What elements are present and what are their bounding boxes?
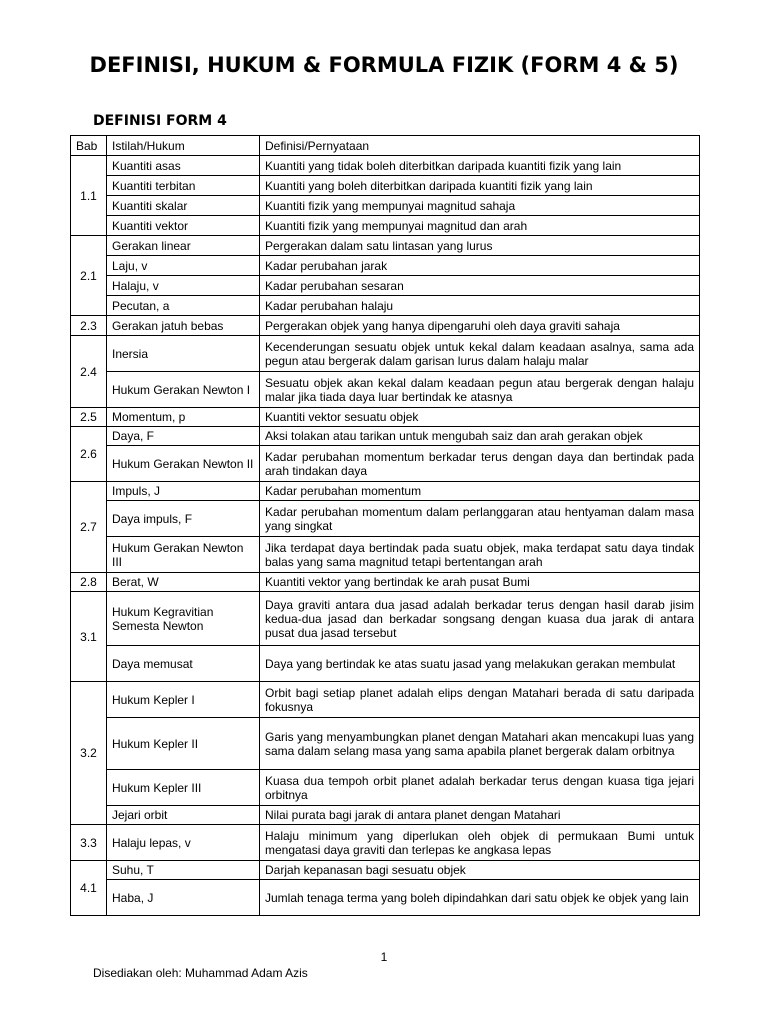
- table-row: [71, 770, 700, 806]
- table-row: [71, 682, 700, 718]
- definition-cell: Pergerakan dalam satu lintasan yang lurus: [260, 236, 700, 256]
- definition-cell: Nilai purata bagi jarak di antara planet dengan Matahari: [260, 806, 700, 825]
- definition-cell: Garis yang menyambungkan planet dengan Matahari akan mencakupi luas yang sama dalam selang masa yang sama apabila planet bergerak dalam orbitnya: [260, 718, 700, 770]
- table-row: [71, 336, 700, 372]
- term-cell: Hukum Gerakan Newton II: [107, 446, 260, 482]
- term-cell: Kuantiti skalar: [107, 196, 260, 216]
- footer-author: Disediakan oleh: Muhammad Adam Azis: [93, 966, 308, 980]
- term-cell: Daya, F: [107, 427, 260, 446]
- term-cell: Kuantiti asas: [107, 156, 260, 176]
- header-term: Istilah/Hukum: [107, 136, 260, 156]
- bab-cell: 2.5: [71, 408, 107, 427]
- definition-cell: Kuantiti fizik yang mempunyai magnitud dan arah: [260, 216, 700, 236]
- term-cell: Suhu, T: [107, 861, 260, 880]
- page-title: DEFINISI, HUKUM & FORMULA FIZIK (FORM 4 & 5): [89, 53, 679, 77]
- table-row: [71, 372, 700, 408]
- table-body: [71, 156, 700, 916]
- definition-cell: Darjah kepanasan bagi sesuatu objek: [260, 861, 700, 880]
- bab-cell: 2.1: [71, 236, 107, 316]
- bab-cell: 2.6: [71, 427, 107, 482]
- table-header-row: [71, 136, 700, 156]
- definition-cell: Kuantiti yang tidak boleh diterbitkan daripada kuantiti fizik yang lain: [260, 156, 700, 176]
- definition-cell: Kadar perubahan momentum berkadar terus dengan daya dan bertindak pada arah tindakan daya: [260, 446, 700, 482]
- definition-cell: Orbit bagi setiap planet adalah elips dengan Matahari berada di satu daripada fokusnya: [260, 682, 700, 718]
- header-bab: Bab: [71, 136, 107, 156]
- section-heading: DEFINISI FORM 4: [93, 113, 227, 129]
- term-cell: Gerakan linear: [107, 236, 260, 256]
- bab-cell: 4.1: [71, 861, 107, 916]
- term-cell: Inersia: [107, 336, 260, 372]
- definition-cell: Daya yang bertindak ke atas suatu jasad yang melakukan gerakan membulat: [260, 646, 700, 682]
- term-cell: Berat, W: [107, 573, 260, 592]
- bab-cell: 2.8: [71, 573, 107, 592]
- bab-cell: 3.2: [71, 682, 107, 825]
- definition-cell: Jika terdapat daya bertindak pada suatu objek, maka terdapat satu daya tindak balas yang sama magnitud tetapi bertentangan arah: [260, 537, 700, 573]
- term-cell: Hukum Kepler II: [107, 718, 260, 770]
- table-row: [71, 646, 700, 682]
- table-row: [71, 825, 700, 861]
- table-row: [71, 427, 700, 446]
- definition-cell: Sesuatu objek akan kekal dalam keadaan pegun atau bergerak dengan halaju malar jika tiada daya luar bertindak ke atasnya: [260, 372, 700, 408]
- bab-cell: 2.4: [71, 336, 107, 408]
- term-cell: Hukum Kepler III: [107, 770, 260, 806]
- table-row: [71, 573, 700, 592]
- term-cell: Gerakan jatuh bebas: [107, 316, 260, 336]
- table-row: [71, 718, 700, 770]
- term-cell: Hukum Gerakan Newton I: [107, 372, 260, 408]
- term-cell: Kuantiti vektor: [107, 216, 260, 236]
- term-cell: Impuls, J: [107, 482, 260, 501]
- term-cell: Momentum, p: [107, 408, 260, 427]
- term-cell: Hukum Kegravitian Semesta Newton: [107, 592, 260, 646]
- term-cell: Daya impuls, F: [107, 501, 260, 537]
- table-row: [71, 880, 700, 916]
- bab-cell: 1.1: [71, 156, 107, 236]
- bab-cell: 3.3: [71, 825, 107, 861]
- table-row: [71, 236, 700, 256]
- table-row: [71, 408, 700, 427]
- definition-cell: Kuantiti vektor sesuatu objek: [260, 408, 700, 427]
- definition-cell: Kadar perubahan momentum dalam perlanggaran atau hentyaman dalam masa yang singkat: [260, 501, 700, 537]
- term-cell: Kuantiti terbitan: [107, 176, 260, 196]
- definition-cell: Daya graviti antara dua jasad adalah berkadar terus dengan hasil darab jisim kedua-dua jasad dan berkadar songsang dengan kuasa dua jarak di antara pusat dua jasad tersebut: [260, 592, 700, 646]
- table-row: [71, 806, 700, 825]
- page-number: 1: [380, 950, 388, 964]
- term-cell: Halaju lepas, v: [107, 825, 260, 861]
- bab-cell: 3.1: [71, 592, 107, 682]
- header-definition: Definisi/Pernyataan: [260, 136, 700, 156]
- definition-cell: Pergerakan objek yang hanya dipengaruhi oleh daya graviti sahaja: [260, 316, 700, 336]
- table-row: [71, 592, 700, 646]
- definitions-table: [70, 135, 700, 916]
- definition-cell: Kadar perubahan halaju: [260, 296, 700, 316]
- table-row: [71, 176, 700, 196]
- table-row: [71, 537, 700, 573]
- term-cell: Pecutan, a: [107, 296, 260, 316]
- table-row: [71, 196, 700, 216]
- table-row: [71, 256, 700, 276]
- term-cell: Halaju, v: [107, 276, 260, 296]
- table-row: [71, 316, 700, 336]
- definition-cell: Jumlah tenaga terma yang boleh dipindahkan dari satu objek ke objek yang lain: [260, 880, 700, 916]
- definition-cell: Kuasa dua tempoh orbit planet adalah berkadar terus dengan kuasa tiga jejari orbitnya: [260, 770, 700, 806]
- definition-cell: Kuantiti vektor yang bertindak ke arah pusat Bumi: [260, 573, 700, 592]
- bab-cell: 2.7: [71, 482, 107, 573]
- table-row: [71, 276, 700, 296]
- table-row: [71, 156, 700, 176]
- table-row: [71, 296, 700, 316]
- term-cell: Daya memusat: [107, 646, 260, 682]
- table-row: [71, 216, 700, 236]
- definition-cell: Aksi tolakan atau tarikan untuk mengubah saiz dan arah gerakan objek: [260, 427, 700, 446]
- definition-cell: Kuantiti fizik yang mempunyai magnitud sahaja: [260, 196, 700, 216]
- definition-cell: Kecenderungan sesuatu objek untuk kekal dalam keadaan asalnya, sama ada pegun atau bergerak dalam garisan lurus dalam halaju malar: [260, 336, 700, 372]
- table-row: [71, 482, 700, 501]
- definition-cell: Kadar perubahan jarak: [260, 256, 700, 276]
- bab-cell: 2.3: [71, 316, 107, 336]
- definition-cell: Kadar perubahan momentum: [260, 482, 700, 501]
- table-row: [71, 861, 700, 880]
- table-row: [71, 446, 700, 482]
- table-row: [71, 501, 700, 537]
- term-cell: Haba, J: [107, 880, 260, 916]
- term-cell: Jejari orbit: [107, 806, 260, 825]
- definition-cell: Halaju minimum yang diperlukan oleh objek di permukaan Bumi untuk mengatasi daya graviti dan terlepas ke angkasa lepas: [260, 825, 700, 861]
- term-cell: Laju, v: [107, 256, 260, 276]
- definition-cell: Kuantiti yang boleh diterbitkan daripada kuantiti fizik yang lain: [260, 176, 700, 196]
- definition-cell: Kadar perubahan sesaran: [260, 276, 700, 296]
- term-cell: Hukum Gerakan Newton III: [107, 537, 260, 573]
- term-cell: Hukum Kepler I: [107, 682, 260, 718]
